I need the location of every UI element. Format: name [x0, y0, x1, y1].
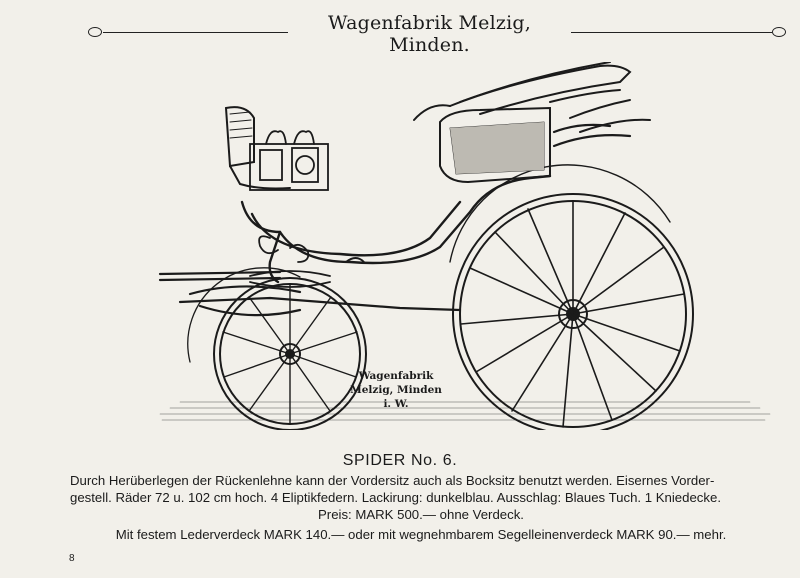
caption-line-2: Melzig, Minden i. W.	[350, 384, 442, 410]
header-rule-left	[103, 32, 288, 33]
carriage-illustration	[150, 62, 790, 430]
header-rule-right	[571, 32, 772, 33]
ornament-ring-right	[772, 27, 786, 37]
ground-shading	[160, 402, 770, 420]
perch-frame	[160, 272, 460, 315]
rear-wheel-spokes	[461, 201, 684, 427]
page-number: 8	[69, 553, 75, 564]
page-header	[0, 12, 800, 56]
header-title: Wagenfabrik Melzig, Minden.	[328, 12, 531, 56]
price-line: Preis: MARK 500.— ohne Verdeck.	[318, 507, 524, 522]
front-wheel-spokes	[223, 284, 357, 424]
ornament-ring-left	[88, 27, 102, 37]
carriage-body	[242, 176, 550, 282]
description-line-1: Durch Herüberlegen der Rückenlehne kann der Vordersitz auch als Bocksitz benutzt werden. Eisernes Vorder-	[70, 473, 715, 488]
front-seat	[226, 107, 290, 188]
caption-line-1: Wagenfabrik	[358, 370, 434, 382]
options-line: Mit festem Lederverdeck MARK 140.— oder mit wegnehmbarem Segelleinenverdeck MARK 90.— mehr.	[115, 527, 727, 542]
carriage-lamp	[250, 131, 328, 190]
rear-seat	[414, 105, 550, 182]
carriage-drawing	[150, 62, 790, 430]
illustration-caption	[346, 369, 446, 411]
description-line-2: gestell. Räder 72 u. 102 cm hoch. 4 Eliptikfedern. Lackirung: dunkelblau. Ausschlag: Blaues Tuch. 1 Kniedecke.	[70, 490, 721, 505]
model-description	[70, 472, 772, 543]
model-title: SPIDER No. 6.	[342, 452, 458, 469]
